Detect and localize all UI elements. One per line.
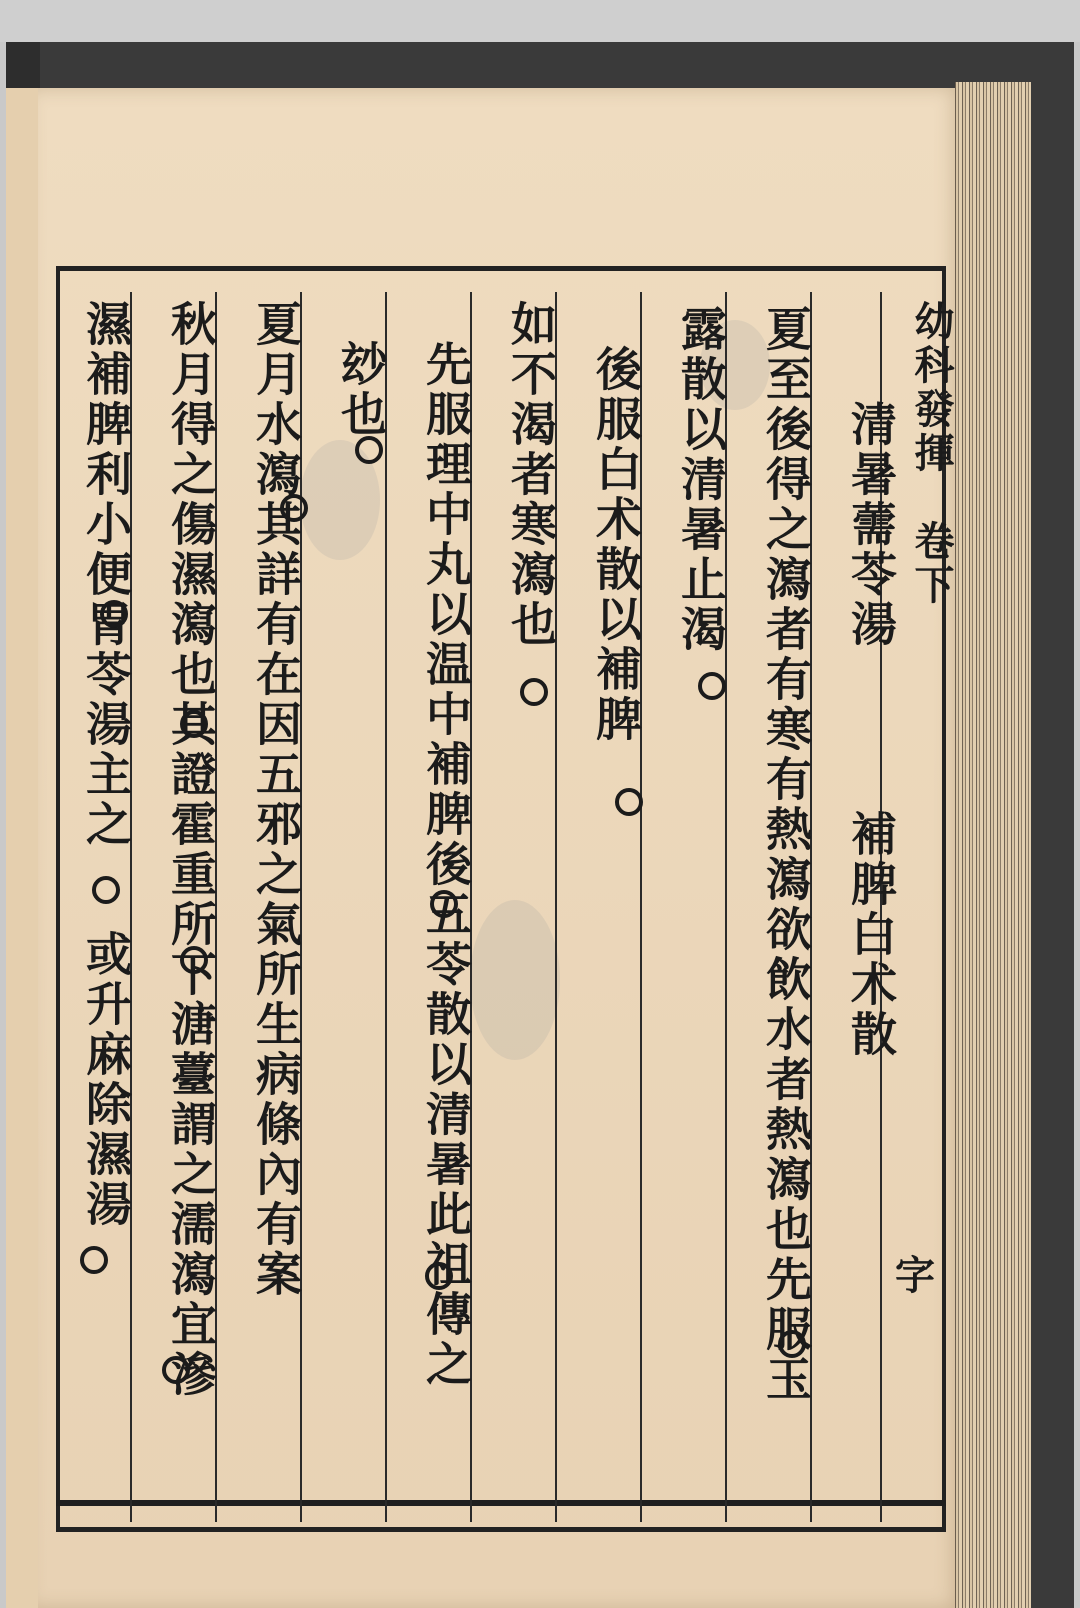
text-column-8: 夏月水瀉其詳有在因五邪之氣所生病條內有案	[249, 300, 303, 1300]
punctuation-circle	[778, 1330, 806, 1358]
punctuation-circle	[92, 876, 120, 904]
text-column-1: 清暑薷苓湯	[844, 400, 898, 650]
text-column-1b: 補脾白术散	[844, 810, 898, 1060]
punctuation-circle	[162, 1356, 190, 1384]
margin-title: 幼科發揮 卷下	[908, 300, 955, 608]
text-column-9: 秋月得之傷濕瀉也其證霍重所下溏薹謂之濡瀉宜滲	[164, 300, 218, 1400]
page-number: 字	[895, 1252, 935, 1299]
punctuation-circle	[80, 1246, 108, 1274]
left-page-edge	[6, 88, 42, 1608]
punctuation-circle	[355, 436, 383, 464]
frame-bottom-rule	[56, 1500, 946, 1506]
punctuation-circle	[280, 494, 308, 522]
punctuation-circle	[100, 600, 128, 628]
text-column-6: 先服理中丸以温中補脾後五苓散以清暑此祖傳之	[419, 340, 473, 1390]
text-column-10: 濕補脾利小便胃苓湯主之	[79, 300, 133, 850]
punctuation-circle	[698, 672, 726, 700]
punctuation-circle	[430, 890, 458, 918]
text-column-7: 玅也	[334, 340, 388, 440]
text-column-5: 如不渴者寒瀉也	[504, 300, 558, 650]
punctuation-circle	[520, 678, 548, 706]
text-column-11: 或升麻除濕湯	[79, 930, 133, 1230]
punctuation-circle	[425, 1262, 453, 1290]
top-margin-band	[0, 0, 1080, 42]
text-column-2: 夏至後得之瀉者有寒有熱瀉欲飲水者熱瀉也先服玉	[759, 305, 813, 1405]
column-rule	[385, 292, 387, 1522]
text-column-4: 後服白术散以補脾	[589, 345, 643, 745]
punctuation-circle	[615, 788, 643, 816]
text-column-3: 露散以清暑止渴	[674, 305, 728, 655]
punctuation-circle	[180, 710, 208, 738]
punctuation-circle	[180, 946, 208, 974]
page-leaves-edge	[955, 82, 1031, 1608]
